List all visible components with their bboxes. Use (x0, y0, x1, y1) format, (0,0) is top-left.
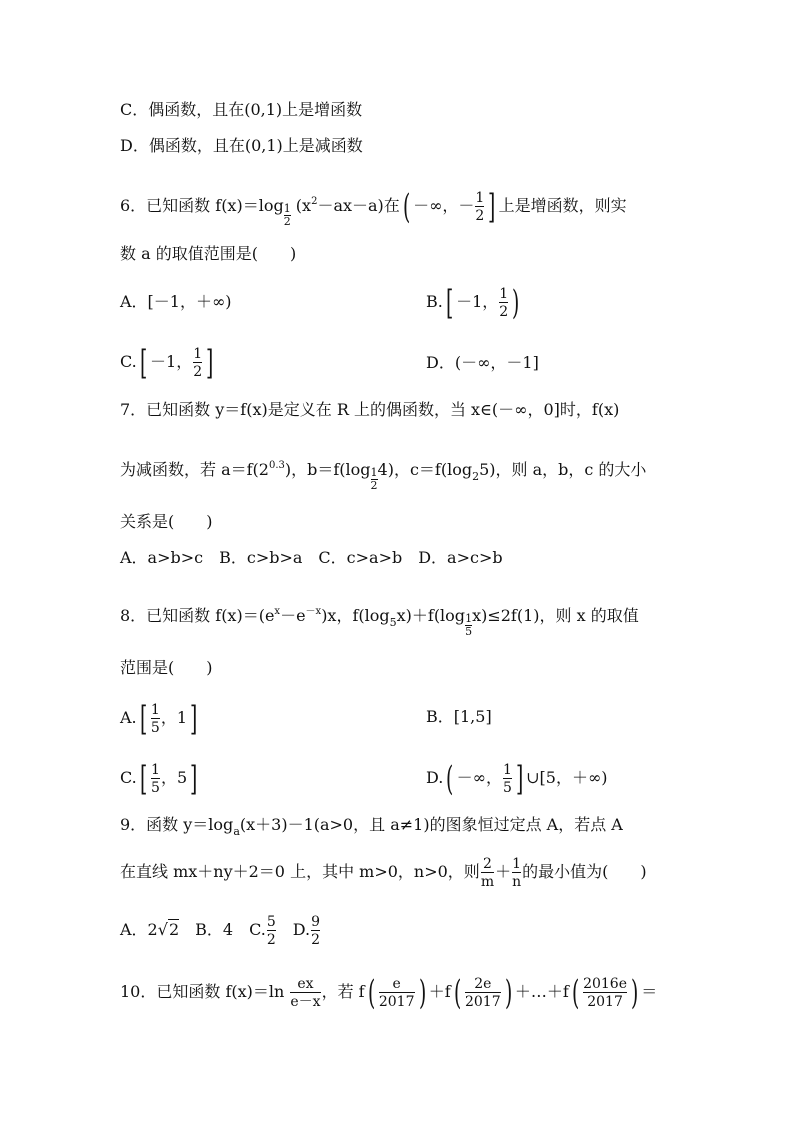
question-6: 6．已知函数 f(x)＝log $\frac{1}{2}$ $(x^2-ax-a)$在( －∞，－ $\frac{1}{2}$ ] 上是增函数，则实 (120, 186, 627, 228)
q6-option-a: A．[－1，＋∞) (120, 292, 232, 311)
option-d-q5: D．偶函数，且在(0,1)上是减函数 (120, 136, 363, 155)
option-c-q5: C．偶函数，且在(0,1)上是增函数 (120, 100, 363, 119)
q6-text: 6．已知函数 f(x)＝log (120, 196, 284, 215)
question-8-line2: 范围是( ) (120, 658, 213, 677)
question-8: 8．已知函数 $f(x)=(e^x-e^{-x})x$，$f(\log_5x)+f(\log$ $\frac{1}{5}$ x)≤2f(1)，则 x 的取值 (120, 606, 639, 638)
question-7: 7．已知函数 y＝f(x)是定义在 R 上的偶函数，当 x∈(－∞，0]时，f(x) (120, 400, 620, 419)
question-9-line2: 在直线 mx＋ny＋2＝0 上，其中 m>0，n>0，则 $\frac{2}{m}$ ＋ $\frac{1}{n}$ 的最小值为( ) (120, 855, 647, 890)
q8-option-d: D.( －∞， $\frac{1}{5}$ ] ∪[5，＋∞) (426, 758, 608, 799)
q9-options: A．2√2 B．4 C. $\frac{5}{2}$ D. $\frac{9}{2}$ (120, 913, 321, 948)
question-10: 10．已知函数 f(x)＝ln $\frac{ex}{e-x}$ ，若 f( $\frac{e}{2017}$ ) ＋f( $\frac{2e}{2017}$ ) ＋…＋f( $\frac{2016e}{2017}$ ) ＝ (120, 972, 658, 1013)
question-9: 9．函数 $y=\log_a(x+3)-1(a>0$，且 a≠1)的图象恒过定点 A，若点 A (120, 815, 623, 838)
q8-option-b: B．[1,5] (426, 707, 492, 726)
question-6-line2: 数 a 的取值范围是( ) (120, 244, 297, 263)
q8-option-c: C.[ $\frac{1}{5}$ ，5] (120, 758, 198, 799)
q6-option-b: B.[ －1， $\frac{1}{2}$ ) (426, 282, 520, 323)
question-7-line3: 关系是( ) (120, 512, 213, 531)
q8-option-a: A.[ $\frac{1}{5}$ ，1] (120, 698, 198, 739)
q6-option-c: C.[ －1， $\frac{1}{2}$ ] (120, 342, 214, 383)
q6-interval-fraction: $\frac{1}{2}$ (475, 189, 485, 224)
question-7-line2: 为减函数，若 $a=f(2^{0.3})$，b＝f(log $\frac{1}{2}$ 4)，$c=f(\log_25)$，则 a，b，c 的大小 (120, 460, 647, 492)
q7-options: A．a>b>c B．c>b>a C．c>a>b D．a>c>b (120, 548, 503, 567)
q6-option-d: D．(－∞，－1] (426, 353, 539, 372)
q6-log-base: $\frac{1}{2}$ (283, 202, 291, 228)
